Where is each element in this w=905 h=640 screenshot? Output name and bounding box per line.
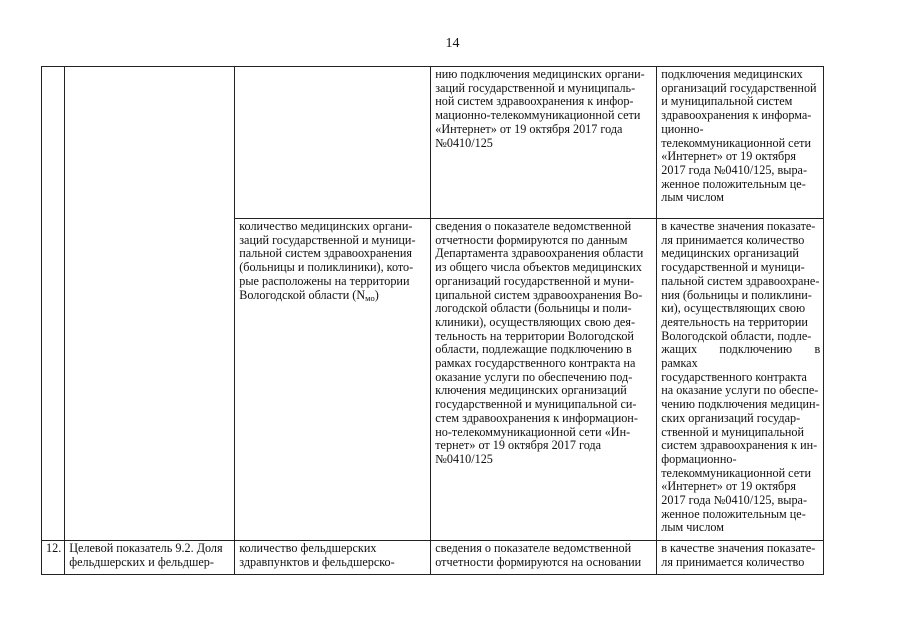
data-source-cell: сведения о показателе ведомственной отчетности формируются на основании	[431, 541, 657, 575]
indicator-table	[41, 66, 824, 575]
page-number: 14	[445, 36, 460, 51]
data-source-cell: сведения о показателе ведомственной отчетности формируются по данным Департамента здравоохранения области из общего числа объектов медицинских организаций государственной и муни- ципальной систем здравоохранения Во- логодской области (больницы и поли- клиники), осуществляющих свою дея- тельность на территории Вологодской области, подлежащие подключению в рамках государственного контракта на оказание услуги по обеспечению под- ключения медицинских организаций государственной и муниципальной си- стем здравоохранения к информацион- но-телекоммуникационной сети «Ин- тернет» от 19 октября 2017 года №0410/125	[431, 219, 657, 541]
indicator-name-cell: количество медицинских органи- заций государственной и муници- пальной систем здравоохранения (больницы и поликлиники), кото- рые расположены на территории Вологодской области $(N_{мо})$	[235, 219, 431, 541]
indicator-cell: Целевой показатель 9.2. Доля фельдшерских и фельдшер-	[65, 541, 235, 575]
table-row	[42, 67, 824, 219]
calculation-method-cell: в качестве значения показате- ля принимается количество медицинских организаций государственной и муници- пальной систем здравоохране- ния (больницы и поликлини- ки), осуществляющих свою деятельность на территории Вологодской области, подле- жащих подключению в рамках государственного контракта на оказание услуги по обеспе- чению подключения медицин- ских организаций государ- ственной и муниципальной систем здравоохранения к ин- формационно- телекоммуникационной сети «Интернет» от 19 октября 2017 года №0410/125, выра- женное положительным це- лым числом	[657, 219, 824, 541]
subscript-mo: мо	[365, 292, 375, 303]
calculation-method-cell: в качестве значения показате- ля принимается количество	[657, 541, 824, 575]
table-row	[42, 541, 824, 575]
calculation-method-cell: подключения медицинских организаций государственной и муниципальной систем здравоохранения к информа- ционно- телекоммуникационной сети «Интернет» от 19 октября 2017 года №0410/125, выра- женное положительным це- лым числом	[657, 67, 824, 219]
indicator-name-cell: количество фельдшерских здравпунктов и фельдшерско-	[235, 541, 431, 575]
row-number-cell	[42, 67, 65, 541]
indicator-cell	[65, 67, 235, 541]
row-number-cell: 12.	[42, 541, 65, 575]
indicator-name-cell	[235, 67, 431, 219]
data-source-cell: нию подключения медицинских органи- заций государственной и муниципаль- ной систем здравоохранения к инфор- мационно-телекоммуникационной сети «Интернет» от 19 октября 2017 года №0410/125	[431, 67, 657, 219]
